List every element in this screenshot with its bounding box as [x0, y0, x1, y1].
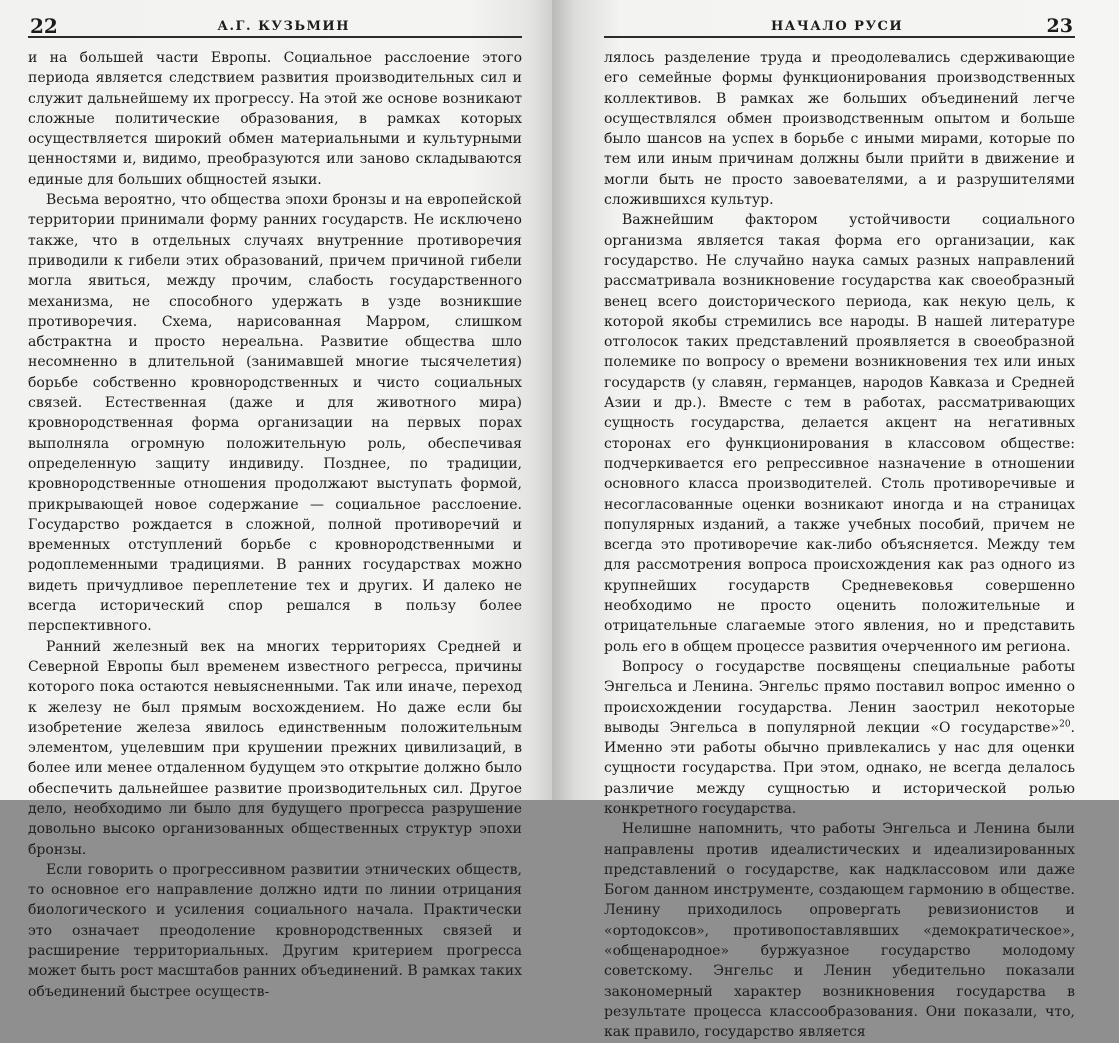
- paragraph: и на большей части Европы. Социальное расслоение этого периода является следствием развития производительных сил и служит дальнейшему их прогрессу. На этой же основе возникают сложные политические образования, в рамках которых осуществляется широкий обмен материальными и культурными ценностями и, видимо, преобразуются или заново складываются единые для больших общностей языки.: [28, 50, 522, 188]
- paragraph: лялось разделение труда и преодолевались сдерживающие его семейные формы функционирования производственных коллективов. В рамках же больших объединений легче осуществлялся обмен производственным опытом и больше было шансов на успех в борьбе с иными мирами, которые по тем или иным причинам должны были прийти в движение и могли быть не просто завоевателями, а и разрушителями сложившихся культур.: [604, 50, 1075, 209]
- right-body-text: [604, 48, 1075, 1043]
- right-running-head: [604, 8, 1075, 38]
- right-page-number: 23: [1046, 15, 1073, 37]
- left-running-title: А.Г. КУЗЬМИН: [217, 19, 350, 34]
- left-running-head: [28, 8, 522, 38]
- paragraph-with-footnote: [604, 657, 1075, 819]
- paragraph: Важнейшим фактором устойчивости социального организма является такая форма его организации, как государство. Не случайно наука самых разных направлений рассматривала возникновение государства как своеобразный венец всего доисторического периода, как некую цель, к которой якобы стремились все народы. В нашей литературе отголосок таких представлений проявляется в своеобразной полемике по вопросу о времени возникновения тех или иных государств (у славян, германцев, народов Кавказа и Средней Азии и др.). Вместе с тем в работах, рассматривающих сущность государства, делается акцент на негативных сторонах его функционирования в классовом обществе: подчеркивается его репрессивное назначение в отношении основного класса производителей. Столь противоречивые и несогласованные оценки возникают иногда и на страницах популярных изданий, а также учебных пособий, причем не всегда это противоречие как-либо объясняется. Между тем для рассмотрения вопроса происхождения как раз одного из крупнейших государств Средневековья совершенно необходимо не просто оценить положительные и отрицательные слагаемые этого явления, но и представить роль его в общем процессе развития очерченного им региона.: [604, 212, 1075, 655]
- paragraph: Ранний железный век на многих территориях Средней и Северной Европы был временем известного регресса, причины которого пока остаются невыясненными. Так или иначе, переход к железу не был прямым восхождением. Но даже если бы изобретение железа явилось единственным положительным элементом, уцелевшим при крушении прежних цивилизаций, в более или менее отдаленном будущем это открытие должно было обеспечить дальнейшее развитие производительных сил. Другое дело, необходимо ли было для будущего прогресса разрушение довольно высоко организованных общественных структур эпохи бронзы.: [28, 638, 522, 858]
- paragraph: Нелишне напомнить, что работы Энгельса и Ленина были направлены против идеалистических и идеализированных представлений о государстве, как надклассовом или даже Богом данном инструменте, создающем гармонию в обществе. Ленину приходилось опровергать ревизионистов и «ортодоксов», противопоставлявших «демократическое», «общенародное» буржуазное государство молодому советскому. Энгельс и Ленин убедительно показали закономерный характер возникновения государства в результате процесса классообразования. Они показали, что, как правило, государство является: [604, 821, 1075, 1041]
- paragraph: Если говорить о прогрессивном развитии этнических обществ, то основное его направление должно идти по линии отрицания биологического и усиления социального начала. Практически это означает преодоление кровнородственных связей и расширение территориальных. Другим критерием прогресса может быть рост масштабов ранних объединений. В рамках таких объединений быстрее осуществ-: [28, 861, 522, 1000]
- left-page: [0, 0, 552, 1000]
- paragraph-text-tail: . Именно эти работы обычно привлекались у нас для оценки сущности государства. При этом, однако, не всегда делалось различие между сущностью и исторической ролью конкретного государства.: [604, 719, 1075, 817]
- paragraph: Весьма вероятно, что общества эпохи бронзы и на европейской территории принимали форму ранних государств. Не исключено также, что в отдельных случаях внутренние противоречия приводили к гибели этих образований, причем причиной гибели могла явиться, между прочим, слабость государственного механизма, не способного удержать в узде возникшие противоречия. Схема, нарисованная Марром, слишком абстрактна и просто нереальна. Развитие общества шло несомненно в длительной (занимавшей многие тысячелетия) борьбе собственно кровнородственных и чисто социальных связей. Естественная (даже и для животного мира) кровнородственная форма организации на первых порах выполняла огромную положительную роль, обеспечивая определенную защиту индивиду. Позднее, по традиции, кровнородственные отношения продолжают выступать формой, прикрывающей новое содержание — социальное расслоение. Государство рождается в сложной, полной противоречий и временных отступлений борьбе с кровнородственными и родоплеменными традициями. В ранних государствах можно видеть причудливое переплетение тех и других. И далеко не всегда исторический спор решался в пользу более перспективного.: [28, 192, 522, 635]
- paragraph-text: Вопросу о государстве посвящены специальные работы Энгельса и Ленина. Энгельс прямо поставил вопрос именно о происхождении государства. Ленин заострил некоторые выводы Энгельса в популярной лекции «О государстве»: [604, 658, 1075, 736]
- left-body-text: [28, 48, 522, 1002]
- right-running-title: НАЧАЛО РУСИ: [771, 19, 904, 34]
- footnote-marker: 20: [1059, 719, 1071, 730]
- right-page: [552, 0, 1119, 1041]
- left-page-number: 22: [30, 14, 58, 38]
